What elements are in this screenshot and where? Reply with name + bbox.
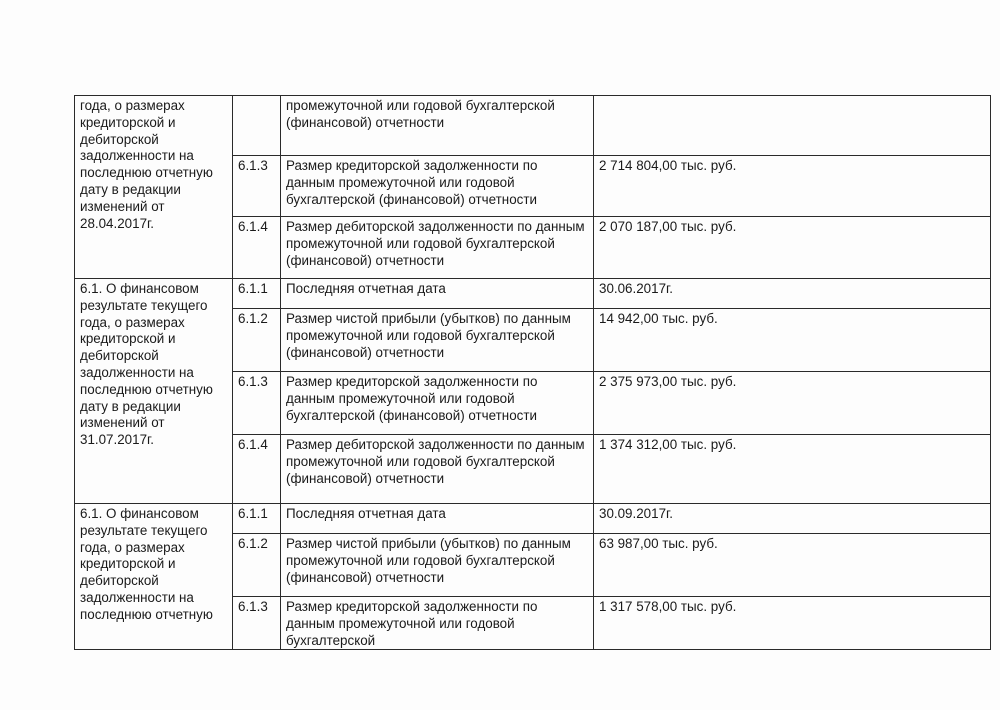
item-value: 30.09.2017г. xyxy=(594,504,991,534)
item-value: 2 375 973,00 тыс. руб. xyxy=(594,372,991,435)
item-value: 1 374 312,00 тыс. руб. xyxy=(594,435,991,504)
item-value: 2 714 804,00 тыс. руб. xyxy=(594,156,991,217)
item-description: Размер кредиторской задолженности по данным промежуточной или годовой бухгалтерской (финансовой) отчетности xyxy=(281,372,594,435)
table-row xyxy=(75,279,991,309)
item-value: 1 317 578,00 тыс. руб. xyxy=(594,597,991,650)
item-description: Размер чистой прибыли (убытков) по данным промежуточной или годовой бухгалтерской (финансовой) отчетности xyxy=(281,534,594,597)
item-number xyxy=(233,96,281,156)
item-value: 63 987,00 тыс. руб. xyxy=(594,534,991,597)
item-description: Размер чистой прибыли (убытков) по данным промежуточной или годовой бухгалтерской (финансовой) отчетности xyxy=(281,309,594,372)
item-description: Последняя отчетная дата xyxy=(281,504,594,534)
item-number: 6.1.2 xyxy=(233,309,281,372)
section-title-cell: года, о размерах кредиторской и дебиторской задолженности на последнюю отчетную дату в редакции изменений от 28.04.2017г. xyxy=(75,96,233,279)
item-description: Размер дебиторской задолженности по данным промежуточной или годовой бухгалтерской (финансовой) отчетности xyxy=(281,435,594,504)
item-number: 6.1.3 xyxy=(233,156,281,217)
disclosure-table xyxy=(74,95,991,650)
section-title-cell: 6.1. О финансовом результате текущего года, о размерах кредиторской и дебиторской задолженности на последнюю отчетную дату в редакции изменений от 31.07.2017г. xyxy=(75,279,233,504)
item-number: 6.1.4 xyxy=(233,217,281,279)
item-number: 6.1.1 xyxy=(233,504,281,534)
item-description: Размер кредиторской задолженности по данным промежуточной или годовой бухгалтерской (финансовой) отчетности xyxy=(281,156,594,217)
table-row xyxy=(75,504,991,534)
item-description: Размер дебиторской задолженности по данным промежуточной или годовой бухгалтерской (финансовой) отчетности xyxy=(281,217,594,279)
item-value: 30.06.2017г. xyxy=(594,279,991,309)
item-value xyxy=(594,96,991,156)
item-number: 6.1.3 xyxy=(233,372,281,435)
table-row xyxy=(75,96,991,156)
item-number: 6.1.1 xyxy=(233,279,281,309)
item-number: 6.1.2 xyxy=(233,534,281,597)
item-description: промежуточной или годовой бухгалтерской (финансовой) отчетности xyxy=(281,96,594,156)
item-number: 6.1.4 xyxy=(233,435,281,504)
item-description: Размер кредиторской задолженности по данным промежуточной или годовой бухгалтерской xyxy=(281,597,594,650)
item-description: Последняя отчетная дата xyxy=(281,279,594,309)
item-number: 6.1.3 xyxy=(233,597,281,650)
section-title-cell: 6.1. О финансовом результате текущего года, о размерах кредиторской и дебиторской задолженности на последнюю отчетную xyxy=(75,504,233,650)
item-value: 14 942,00 тыс. руб. xyxy=(594,309,991,372)
item-value: 2 070 187,00 тыс. руб. xyxy=(594,217,991,279)
